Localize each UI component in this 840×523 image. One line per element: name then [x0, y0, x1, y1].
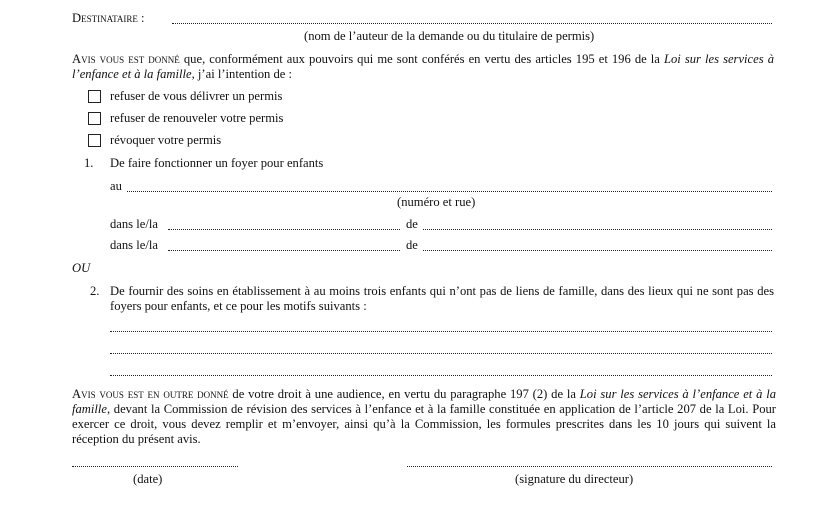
checkbox-refuse-issue[interactable] [88, 90, 101, 103]
address-caption: (numéro et rue) [397, 195, 476, 209]
date-caption: (date) [133, 472, 163, 486]
reason-line-2[interactable] [110, 353, 772, 354]
signature-caption: (signature du directeur) [515, 472, 634, 486]
item-2-text: De fournir des soins en établissement à au moins trois enfants qui n’ont pas de liens de famille, dans des lieux qui ne sont pas des foyers pour enfants, et ce pour les motifs suivants : [110, 284, 774, 313]
de-label-1: de [406, 217, 418, 231]
option-revoke-label: révoquer votre permis [110, 133, 222, 147]
notice-text-2: , devant la Commission de révision des services à l’enfance et à la famille constituée en application de l’article 207 de la Loi. Pour exercer ce droit, vous devez remplir et m’envoyer, ainsi qu’à la Commission, les formules prescrites dans les 10 jours qui suivent la réception du présent avis. [72, 402, 776, 446]
intro-lead: Avis vous est donné [72, 52, 180, 66]
checkbox-revoke[interactable] [88, 134, 101, 147]
notice-lead: Avis vous est en outre donné [72, 387, 229, 401]
checkbox-refuse-renew[interactable] [88, 112, 101, 125]
or-separator: OU [72, 261, 91, 275]
de-line-1[interactable] [423, 229, 772, 230]
de-line-2[interactable] [423, 250, 772, 251]
date-line[interactable] [72, 466, 238, 467]
option-refuse-renew-label: refuser de renouveler votre permis [110, 111, 284, 125]
notice-law-title: Loi sur les services à l’enfance et à la famille [72, 387, 776, 416]
item-1-number: 1. [84, 156, 94, 170]
dans-label-1: dans le/la [110, 217, 158, 231]
dans-label-2: dans le/la [110, 238, 158, 252]
item-1-text: De faire fonctionner un foyer pour enfants [110, 156, 324, 170]
reason-line-1[interactable] [110, 331, 772, 332]
address-line[interactable] [127, 191, 772, 192]
reason-line-3[interactable] [110, 375, 772, 376]
option-refuse-issue-label: refuser de vous délivrer un permis [110, 89, 283, 103]
hearing-notice-paragraph [72, 387, 776, 447]
notice-text-1: de votre droit à une audience, en vertu du paragraphe 197 (2) de la [228, 387, 580, 401]
recipient-line[interactable] [172, 23, 772, 24]
dans-line-1[interactable] [168, 229, 400, 230]
intro-text-1: que, conformément aux pouvoirs qui me sont conférés en vertu des articles 195 et 196 de la [179, 52, 664, 66]
dans-line-2[interactable] [168, 250, 400, 251]
recipient-caption: (nom de l’auteur de la demande ou du titulaire de permis) [304, 29, 595, 43]
intro-paragraph [72, 52, 774, 82]
recipient-label: Destinataire : [72, 11, 145, 25]
signature-line[interactable] [407, 466, 772, 467]
de-label-2: de [406, 238, 418, 252]
address-au-label: au [110, 179, 122, 193]
item-2-number: 2. [90, 284, 100, 298]
intro-text-2: , j’ai l’intention de : [191, 67, 292, 81]
intro-law-title: Loi sur les services à l’enfance et à la famille [72, 52, 774, 81]
